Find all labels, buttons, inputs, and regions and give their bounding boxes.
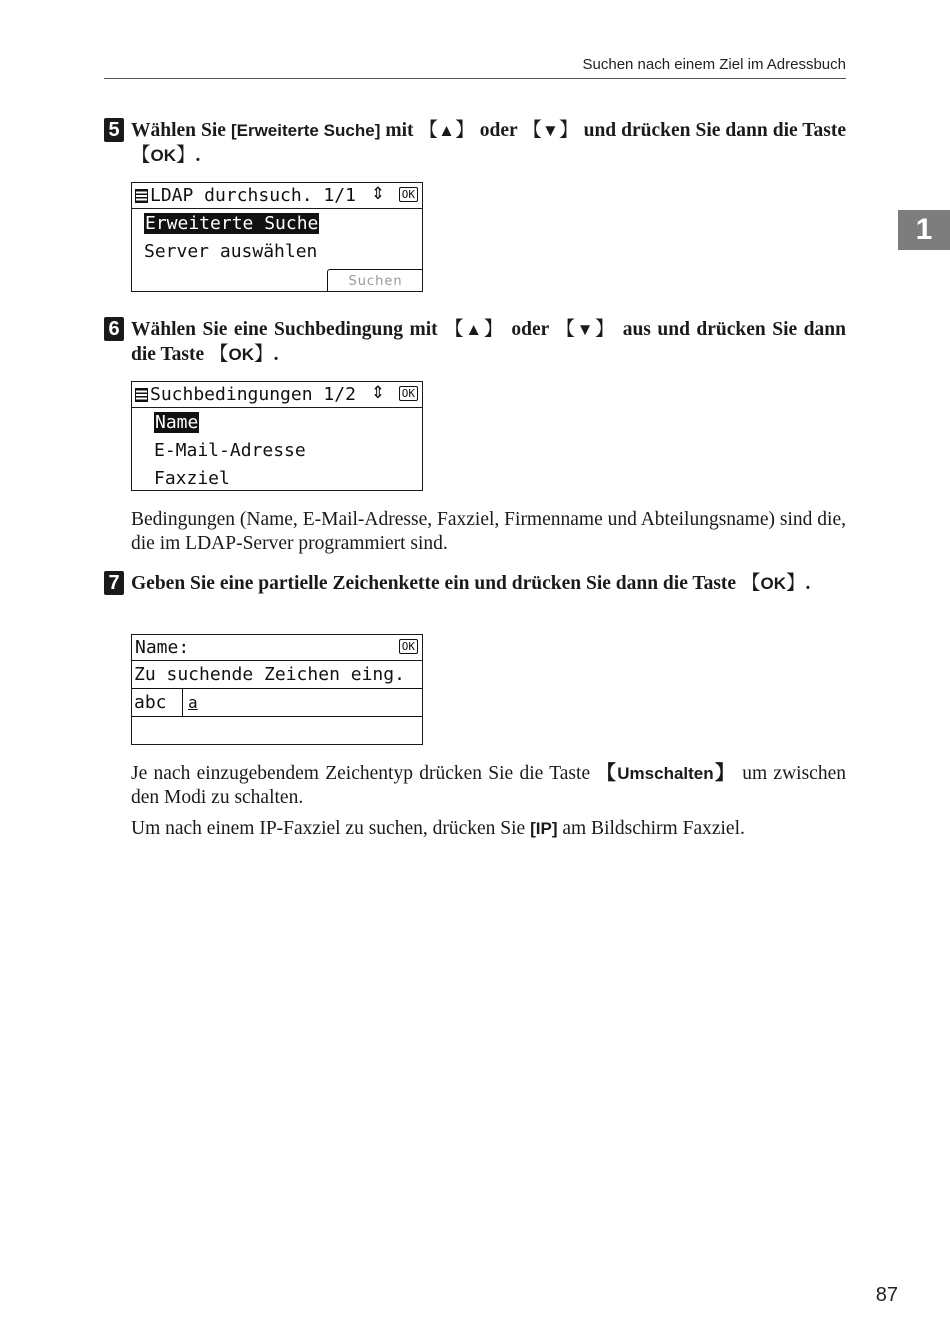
lcd-title-bar <box>132 635 422 661</box>
step-instruction <box>131 118 846 168</box>
item-label: Faxziel <box>154 467 230 489</box>
down-arrow-icon: ▼ <box>576 320 596 339</box>
lcd-title: LDAP durchsuch. 1/1 <box>150 185 356 206</box>
bracket-close: 】 <box>455 118 475 141</box>
key-ok: OK <box>228 345 255 364</box>
mode-label: abc <box>134 692 167 713</box>
lcd-title-bar <box>132 382 422 408</box>
ip-note <box>131 817 846 841</box>
umschalten-note <box>131 761 846 810</box>
bracket-close: 】 <box>785 571 806 594</box>
input-mode[interactable] <box>132 689 183 716</box>
suchen-button[interactable]: Suchen <box>327 269 423 292</box>
item-label: Server auswählen <box>144 240 318 262</box>
up-arrow-icon: ▲ <box>465 320 484 339</box>
lcd-item-name[interactable] <box>132 408 422 436</box>
bracket-open: 【 <box>131 143 151 166</box>
bracket-open: 【 <box>522 118 542 141</box>
page-number: 87 <box>875 1284 898 1306</box>
step-instruction <box>131 317 846 367</box>
text: Wählen Sie <box>131 120 231 141</box>
key-umschalten: Umschalten <box>617 764 714 783</box>
menu-icon <box>135 189 148 203</box>
lcd-item-erweiterte-suche[interactable] <box>132 209 422 237</box>
step-number: 6 <box>104 317 124 341</box>
step-7 <box>104 571 846 596</box>
lcd-item-email[interactable] <box>132 436 422 464</box>
lcd-item-server-auswaehlen[interactable] <box>132 237 422 265</box>
text: am Bildschirm Faxziel. <box>557 818 745 839</box>
bracket-close: 】 <box>254 342 274 365</box>
lcd-item-faxziel[interactable] <box>132 464 422 492</box>
text: oder <box>474 120 523 141</box>
search-text-input[interactable] <box>132 717 422 744</box>
key-ok: OK <box>760 574 786 593</box>
bracket-open: 【 <box>209 342 229 365</box>
text: um zwischen den Modi zu schalten. <box>131 763 846 808</box>
step-number: 5 <box>104 118 124 142</box>
header-rule <box>104 78 846 79</box>
bracket-close: 】 <box>595 317 617 340</box>
item-label: E-Mail-Adresse <box>154 439 306 461</box>
prompt-text: Zu suchende Zeichen eing. <box>134 664 405 685</box>
bracket-open: 【 <box>418 118 439 141</box>
lcd-mode-row <box>132 689 422 717</box>
bracket-close: 】 <box>176 143 196 166</box>
text: . <box>805 573 811 594</box>
text: . <box>195 145 201 166</box>
text: Je nach einzugebendem Zeichentyp drücken Sie die Taste <box>131 763 597 784</box>
bracket-open: 【 <box>555 317 577 340</box>
ok-icon[interactable]: OK <box>399 187 418 202</box>
bracket-close: 】 <box>713 761 736 784</box>
step-number: 7 <box>104 571 124 595</box>
text: mit <box>380 120 419 141</box>
step-6 <box>104 317 846 367</box>
selected-item: Erweiterte Suche <box>145 212 319 234</box>
lcd-search-conditions <box>131 381 423 491</box>
text: oder <box>504 319 556 340</box>
key-erweiterte-suche: [Erweiterte Suche] <box>230 121 381 140</box>
lcd-name-entry <box>131 634 423 745</box>
text: aus und drücken Sie dann die Taste <box>131 319 846 365</box>
step-instruction <box>131 571 846 596</box>
text: . <box>273 344 279 365</box>
conditions-note: Bedingungen (Name, E-Mail-Adresse, Faxziel, Firmenname und Abteilungsname) sind die, die im LDAP-Server programmiert sind. <box>131 509 846 554</box>
bracket-close: 】 <box>558 118 579 141</box>
lcd-ldap-search <box>131 182 423 292</box>
lcd-title: Suchbedingungen 1/2 <box>150 384 356 405</box>
up-down-icon: ⇕ <box>370 184 385 204</box>
running-header: Suchen nach einem Ziel im Adressbuch <box>582 56 846 73</box>
chapter-tab: 1 <box>898 210 950 250</box>
text: Um nach einem IP-Faxziel zu suchen, drücken Sie <box>131 818 531 839</box>
ok-icon[interactable]: OK <box>399 386 418 401</box>
lcd-prompt <box>132 661 422 689</box>
menu-icon <box>135 388 148 402</box>
text: und drücken Sie dann die Taste <box>578 120 847 141</box>
text: Wählen Sie eine Suchbedingung mit <box>131 319 445 340</box>
step-5 <box>104 118 846 168</box>
ok-icon[interactable]: OK <box>399 639 418 654</box>
up-down-icon: ⇕ <box>370 383 385 403</box>
down-arrow-icon: ▼ <box>542 121 559 140</box>
selected-item: Name <box>155 411 199 433</box>
bracket-open: 【 <box>596 761 618 784</box>
lcd-title-bar <box>132 183 422 209</box>
key-ok: OK <box>150 146 177 165</box>
up-arrow-icon: ▲ <box>438 121 456 140</box>
char-cursor: a <box>188 693 198 712</box>
text: Geben Sie eine partielle Zeichenkette ein und drücken Sie dann die Taste <box>131 573 741 594</box>
bracket-open: 【 <box>740 571 761 594</box>
bracket-open: 【 <box>444 317 466 340</box>
key-ip: [IP] <box>530 819 558 838</box>
lcd-title: Name: <box>135 637 190 658</box>
bracket-close: 】 <box>483 317 505 340</box>
